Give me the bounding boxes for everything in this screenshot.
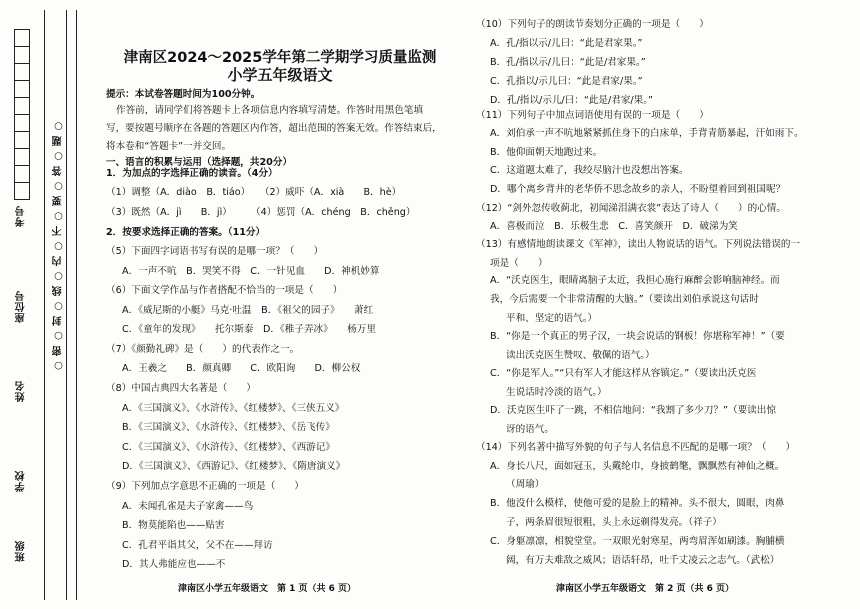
question-line: B．“你是一个真正的男子汉，一块会说话的钢板！你堪称军神！”（要: [490, 331, 785, 342]
question-line: C．《童年的发现》 托尔斯泰 D．《稚子弄冰》 杨万里: [122, 324, 376, 335]
question-line: A．未闻孔雀是夫子家禽——鸟: [122, 501, 254, 512]
question-line: A．《三国演义》、《水浒传》、《红楼梦》、《三侠五义》: [122, 403, 345, 414]
question-line: （8）中国古典四大名著是（ ）: [106, 383, 257, 394]
exam-title: 津南区2024～2025学年第二学期学习质量监测: [123, 50, 437, 66]
instruction-line: 写，要按题号顺序在各题的答题区内作答，超出范围的答案无效。作答结束后，: [106, 123, 442, 134]
binding-line: [76, 10, 77, 600]
question-line: C．“你是军人。”“只有军人才能这样从容镇定。”（要读出沃克医: [490, 368, 757, 379]
question-line: A．喜极而泣 B．乐极生悲 C．喜笑颜开 D．破涕为笑: [490, 221, 738, 232]
question-line: （7）《颜勤礼碑》是（ ）的代表作之一。: [106, 344, 300, 355]
question-line: B．《三国演义》、《水浒传》、《红楼梦》、《岳飞传》: [122, 422, 335, 433]
question-line: 阔，有万夫难敌之威风；语话轩昂，吐千丈凌云之志气。（武松）: [506, 555, 780, 566]
exam-number-boxes: [14, 30, 30, 200]
question-line: D．孔/指以/示儿/曰：“此是/君家/果。”: [490, 95, 654, 106]
binding-line: [66, 10, 67, 600]
question-line: B．孔/指以示/儿曰：“此是/君家果。”: [490, 57, 646, 68]
question-line: （13）有感情地朗读课文《军神》，读出人物说话的语气。下列说法错误的一: [476, 239, 801, 250]
question-line: B．他没什么模样，使他可爱的是脸上的精神。头不很大，圆眼，肉鼻: [490, 498, 785, 509]
question-line: C．这道题太难了，我绞尽脑汁也没想出答案。: [490, 165, 689, 176]
question-line: 我，今后需要一个非常清醒的大脑。”（要读出刘伯承说这句话时: [490, 294, 759, 305]
question-line: B．物莫能陷也——贴害: [122, 520, 225, 531]
binding-margin: [0, 0, 90, 609]
seal-warning: ○ 密 ○ 封 ○ 线 ○ 内 ○ 不 ○ 要 ○ 答 ○ 题 ○: [53, 120, 64, 372]
question-line: A．王羲之 B．颜真卿 C．欧阳询 D．柳公权: [122, 363, 361, 374]
question-line: （3）既然（A．jì B．jì） （4）惩罚（A．chéng B．chěng）: [106, 207, 416, 218]
question-line: A．《威尼斯的小艇》马克·吐温 B．《祖父的园子》 萧红: [122, 305, 374, 316]
page-2-footer: 津南区小学五年级语文 第 2 页（共 6 页）: [556, 584, 735, 594]
question-line: A．身长八尺，面如冠玉，头戴纶巾，身披鹤氅，飘飘然有神仙之概。: [490, 461, 785, 472]
instruction-line: 提示：本试卷答题时间为100分钟。: [106, 89, 261, 100]
instruction-line: 将本卷和“答题卡”一并交回。: [106, 141, 232, 152]
question-line: C．孔君平诣其父，父不在——拜访: [122, 540, 273, 551]
exam-no-label: 考号: [16, 205, 27, 227]
question-line: 生说话时冷淡的语气。）: [506, 387, 607, 398]
question-line: C．身躯凛凛，相貌堂堂。一双眼光射寒星，两弯眉浑如刷漆。胸脯横: [490, 536, 785, 547]
question-line: A．孔/指以示/儿曰：“此是君家果。”: [490, 38, 643, 49]
instruction-line: 作答前，请同学们将答题卡上各项信息内容填写清楚。作答时用黑色笔填: [116, 105, 423, 116]
question-line: （14）下列名著中描写外貌的句子与人名信息不匹配的是哪一项？（ ）: [476, 442, 796, 453]
question-line: 子，两条眉很短很粗，头上永远剃得发亮。（祥子）: [506, 517, 722, 528]
question-line: 讶的语气。: [506, 424, 554, 435]
question-line: 项是（ ）: [490, 258, 548, 269]
question-line: A．一声不吭 B．哭笑不得 C．一针见血 D．神机妙算: [122, 266, 380, 277]
school-label: 学校: [16, 470, 27, 492]
seat-label: 座位号: [16, 290, 27, 323]
question-line: （12）“剑外忽传收蓟北，初闻涕泪满衣裳”表达了诗人（ ）的心情。: [476, 203, 786, 214]
question-line: C．孔指以/示儿曰：“此是君家/果。”: [490, 76, 643, 87]
question-line: A．“沃克医生，眼睛离脑子太近，我担心施行麻醉会影响脑神经。而: [490, 275, 780, 286]
exam-subtitle: 小学五年级语文: [227, 66, 333, 84]
question-line: （9）下列加点字意思不正确的一项是（ ）: [106, 481, 304, 492]
question-line: （11）下列句子中加点词语使用有误的一项是（ ）: [476, 110, 709, 121]
page-1-footer: 津南区小学五年级语文 第 1 页（共 6 页）: [178, 584, 357, 594]
question-line: （周瑜）: [506, 479, 545, 490]
question-line: （10）下列句子的朗读节奏划分正确的一项是（ ）: [476, 19, 709, 30]
question-line: D．哪个离乡背井的老华侨不思念故乡的亲人，不盼望着回到祖国呢？: [490, 184, 786, 195]
binding-line: [44, 10, 45, 600]
question-line: A．刘伯承一声不吭地紧紧抓住身下的白床单，手背青筋暴起，汗如雨下。: [490, 128, 804, 139]
section-heading: 一、语言的积累与运用（选择题，共20分）: [106, 157, 293, 168]
question-line: C．《三国演义》、《水浒传》、《红楼梦》、《西游记》: [122, 442, 335, 453]
question-line: 平和、坚定的语气。）: [506, 313, 598, 324]
class-label: 班级: [16, 540, 27, 562]
question-line: D．《三国演义》、《西游记》、《红楼梦》、《隋唐演义》: [122, 461, 346, 472]
question-line: 2．按要求选择正确的答案。（11分）: [106, 227, 266, 238]
question-line: （1）调整（A．diào B．tiáo） （2）威吓（A．xià B．hè）: [106, 187, 402, 198]
question-line: （5）下面四字词语书写有误的是哪一项？（ ）: [106, 246, 324, 257]
question-line: B．他仰面朝天地跑过来。: [490, 147, 603, 158]
name-label: 姓名: [16, 380, 27, 402]
question-line: 读出沃克医生赞叹、敬佩的语气。）: [506, 350, 655, 361]
question-line: 1．为加点的字选择正确的读音。（4分）: [106, 168, 278, 179]
question-line: D．沃克医生吓了一跳，不相信地问：“我割了多少刀？”（要读出惊: [490, 405, 776, 416]
question-line: D．其人弗能应也——不: [122, 559, 226, 570]
question-line: （6）下面文学作品与作者搭配不恰当的一项是（ ）: [106, 285, 343, 296]
